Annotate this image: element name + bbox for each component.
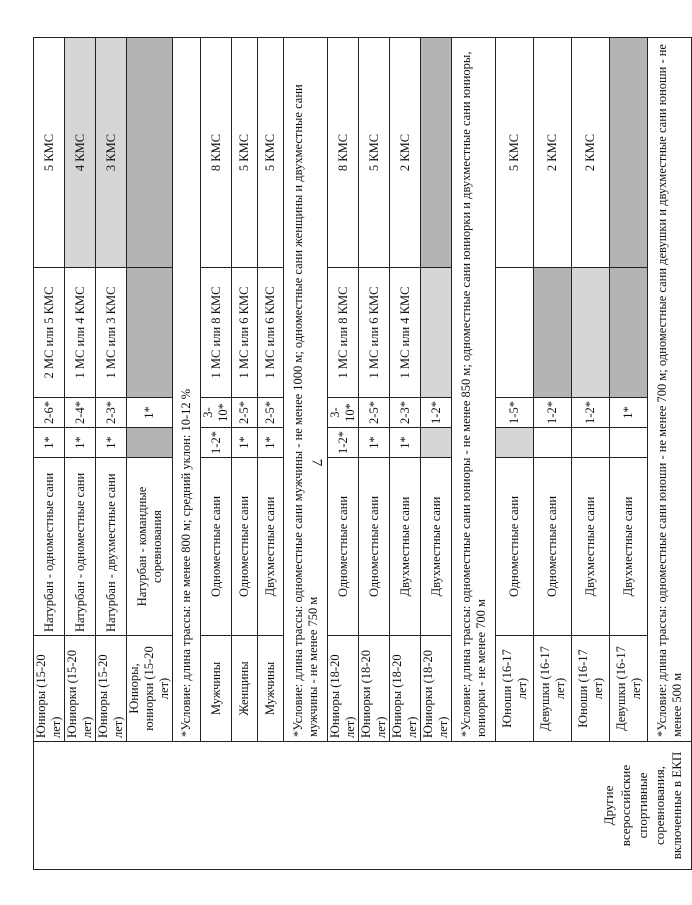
kms-cell: 3 КМС	[96, 38, 127, 268]
group-cell: Девушки (16-17 лет)	[534, 636, 572, 742]
discipline-cell: Одноместные сани	[232, 458, 258, 636]
place-cell: 1*	[258, 428, 284, 458]
kms-cell: 2 КМС	[572, 38, 610, 268]
place-cell: 1-2*	[328, 428, 359, 458]
discipline-cell: Натурбан - командные соревнования	[127, 458, 173, 636]
group-cell: Юноши (16-17 лет)	[496, 636, 534, 742]
place-cell: 1-2*	[534, 398, 572, 428]
page-number: 7	[308, 458, 325, 467]
discipline-cell: Двухместные сани	[572, 458, 610, 636]
rank-cell	[610, 268, 648, 398]
kms-cell: 8 КМС	[201, 38, 232, 268]
discipline-cell: Одноместные сани	[328, 458, 359, 636]
rotated-page	[33, 38, 684, 870]
discipline-cell: Натурбан - двухместные сани	[96, 458, 127, 636]
kms-cell	[421, 38, 452, 268]
kms-cell: 2 КМС	[390, 38, 421, 268]
rank-cell	[572, 268, 610, 398]
kms-cell: 5 КМС	[359, 38, 390, 268]
place-cell: 2-5*	[258, 398, 284, 428]
discipline-cell: Двухместные сани	[421, 458, 452, 636]
place-cell: 1*	[96, 428, 127, 458]
rank-cell: 1 МС или 8 КМС	[328, 268, 359, 398]
discipline-cell: Двухместные сани	[390, 458, 421, 636]
place-cell: 1*	[127, 398, 173, 428]
group-cell: Мужчины	[201, 636, 232, 742]
rank-cell	[127, 268, 173, 398]
discipline-cell: Двухместные сани	[610, 458, 648, 636]
place-cell: 3-10*	[328, 398, 359, 428]
rank-cell: 1 МС или 4 КМС	[65, 268, 96, 398]
section-label: Другие всероссийские спортивные соревнования, включенные в ЕКП	[601, 751, 684, 860]
discipline-cell: Одноместные сани	[359, 458, 390, 636]
rank-cell	[496, 268, 534, 398]
place-cell: 1-2*	[421, 398, 452, 428]
kms-cell: 5 КМС	[34, 38, 65, 268]
kms-cell: 4 КМС	[65, 38, 96, 268]
kms-cell: 5 КМС	[232, 38, 258, 268]
rank-cell: 1 МС или 6 КМС	[258, 268, 284, 398]
rank-cell: 1 МС или 6 КМС	[232, 268, 258, 398]
discipline-cell: Натурбан - одноместные сани	[34, 458, 65, 636]
place-cell	[534, 428, 572, 458]
place-cell	[496, 428, 534, 458]
kms-cell: 5 КМС	[496, 38, 534, 268]
rank-cell	[534, 268, 572, 398]
place-cell: 2-4*	[65, 398, 96, 428]
kms-cell: 5 КМС	[258, 38, 284, 268]
rank-cell: 1 МС или 3 КМС	[96, 268, 127, 398]
group-cell: Юноши (16-17 лет)	[572, 636, 610, 742]
place-cell	[127, 428, 173, 458]
section-label-cell	[34, 742, 692, 870]
group-cell: Юниоры (15-20 лет)	[96, 636, 127, 742]
group-cell: Мужчины	[258, 636, 284, 742]
group-cell: Девушки (16-17 лет)	[610, 636, 648, 742]
place-cell: 1-2*	[572, 398, 610, 428]
place-cell: 1*	[232, 428, 258, 458]
place-cell	[572, 428, 610, 458]
place-cell: 1*	[390, 428, 421, 458]
qualification-table	[33, 37, 692, 870]
place-cell	[610, 428, 648, 458]
group-cell: Юниоры (15-20 лет)	[34, 636, 65, 742]
place-cell: 1-5*	[496, 398, 534, 428]
group-cell: Юниоры (18-20 лет)	[390, 636, 421, 742]
place-cell: 2-5*	[359, 398, 390, 428]
track-condition-note: *Условие: длина трассы: одноместные сани юноши - не менее 700 м; одноместные сани девушки и двухместные сани юноши - не менее 500 м	[648, 38, 692, 742]
place-cell: 2-6*	[34, 398, 65, 428]
discipline-cell: Натурбан - одноместные сани	[65, 458, 96, 636]
group-cell: Юниорки (18-20 лет)	[359, 636, 390, 742]
place-cell: 2-5*	[232, 398, 258, 428]
discipline-cell: Одноместные сани	[201, 458, 232, 636]
rank-cell: 2 МС или 5 КМС	[34, 268, 65, 398]
discipline-cell: Двухместные сани	[258, 458, 284, 636]
place-cell: 1*	[359, 428, 390, 458]
group-cell: Юниоры (18-20 лет)	[328, 636, 359, 742]
place-cell: 2-3*	[96, 398, 127, 428]
kms-cell	[127, 38, 173, 268]
place-cell	[421, 428, 452, 458]
track-condition-note: *Условие: длина трассы: одноместные сани мужчины - не менее 1000 м; одноместные сани женщины и двухместные сани мужчины - не менее 750 м	[284, 38, 328, 742]
kms-cell: 2 КМС	[534, 38, 572, 268]
rank-cell	[421, 268, 452, 398]
place-cell: 1-2*	[201, 428, 232, 458]
group-cell: Женщины	[232, 636, 258, 742]
rank-cell: 1 МС или 8 КМС	[201, 268, 232, 398]
place-cell: 1*	[610, 398, 648, 428]
group-cell: Юниоры, юниорки (15-20 лет)	[127, 636, 173, 742]
kms-cell: 8 КМС	[328, 38, 359, 268]
place-cell: 3-10*	[201, 398, 232, 428]
table-row	[34, 38, 65, 870]
rank-cell: 1 МС или 6 КМС	[359, 268, 390, 398]
place-cell: 1*	[34, 428, 65, 458]
discipline-cell: Одноместные сани	[534, 458, 572, 636]
track-condition-note: *Условие: длина трассы: одноместные сани юниоры - не менее 850 м; одноместные сани юниорки и двухместные сани юниоры, юниорки - не менее 700 м	[452, 38, 496, 742]
discipline-cell: Одноместные сани	[496, 458, 534, 636]
place-cell: 1*	[65, 428, 96, 458]
group-cell: Юниорки (18-20 лет)	[421, 636, 452, 742]
place-cell: 2-3*	[390, 398, 421, 428]
group-cell: Юниорки (15-20 лет)	[65, 636, 96, 742]
kms-cell	[610, 38, 648, 268]
rank-cell: 1 МС или 4 КМС	[390, 268, 421, 398]
track-condition-note: *Условие: длина трассы: не менее 800 м; средний уклон: 10-12 %	[173, 38, 201, 742]
